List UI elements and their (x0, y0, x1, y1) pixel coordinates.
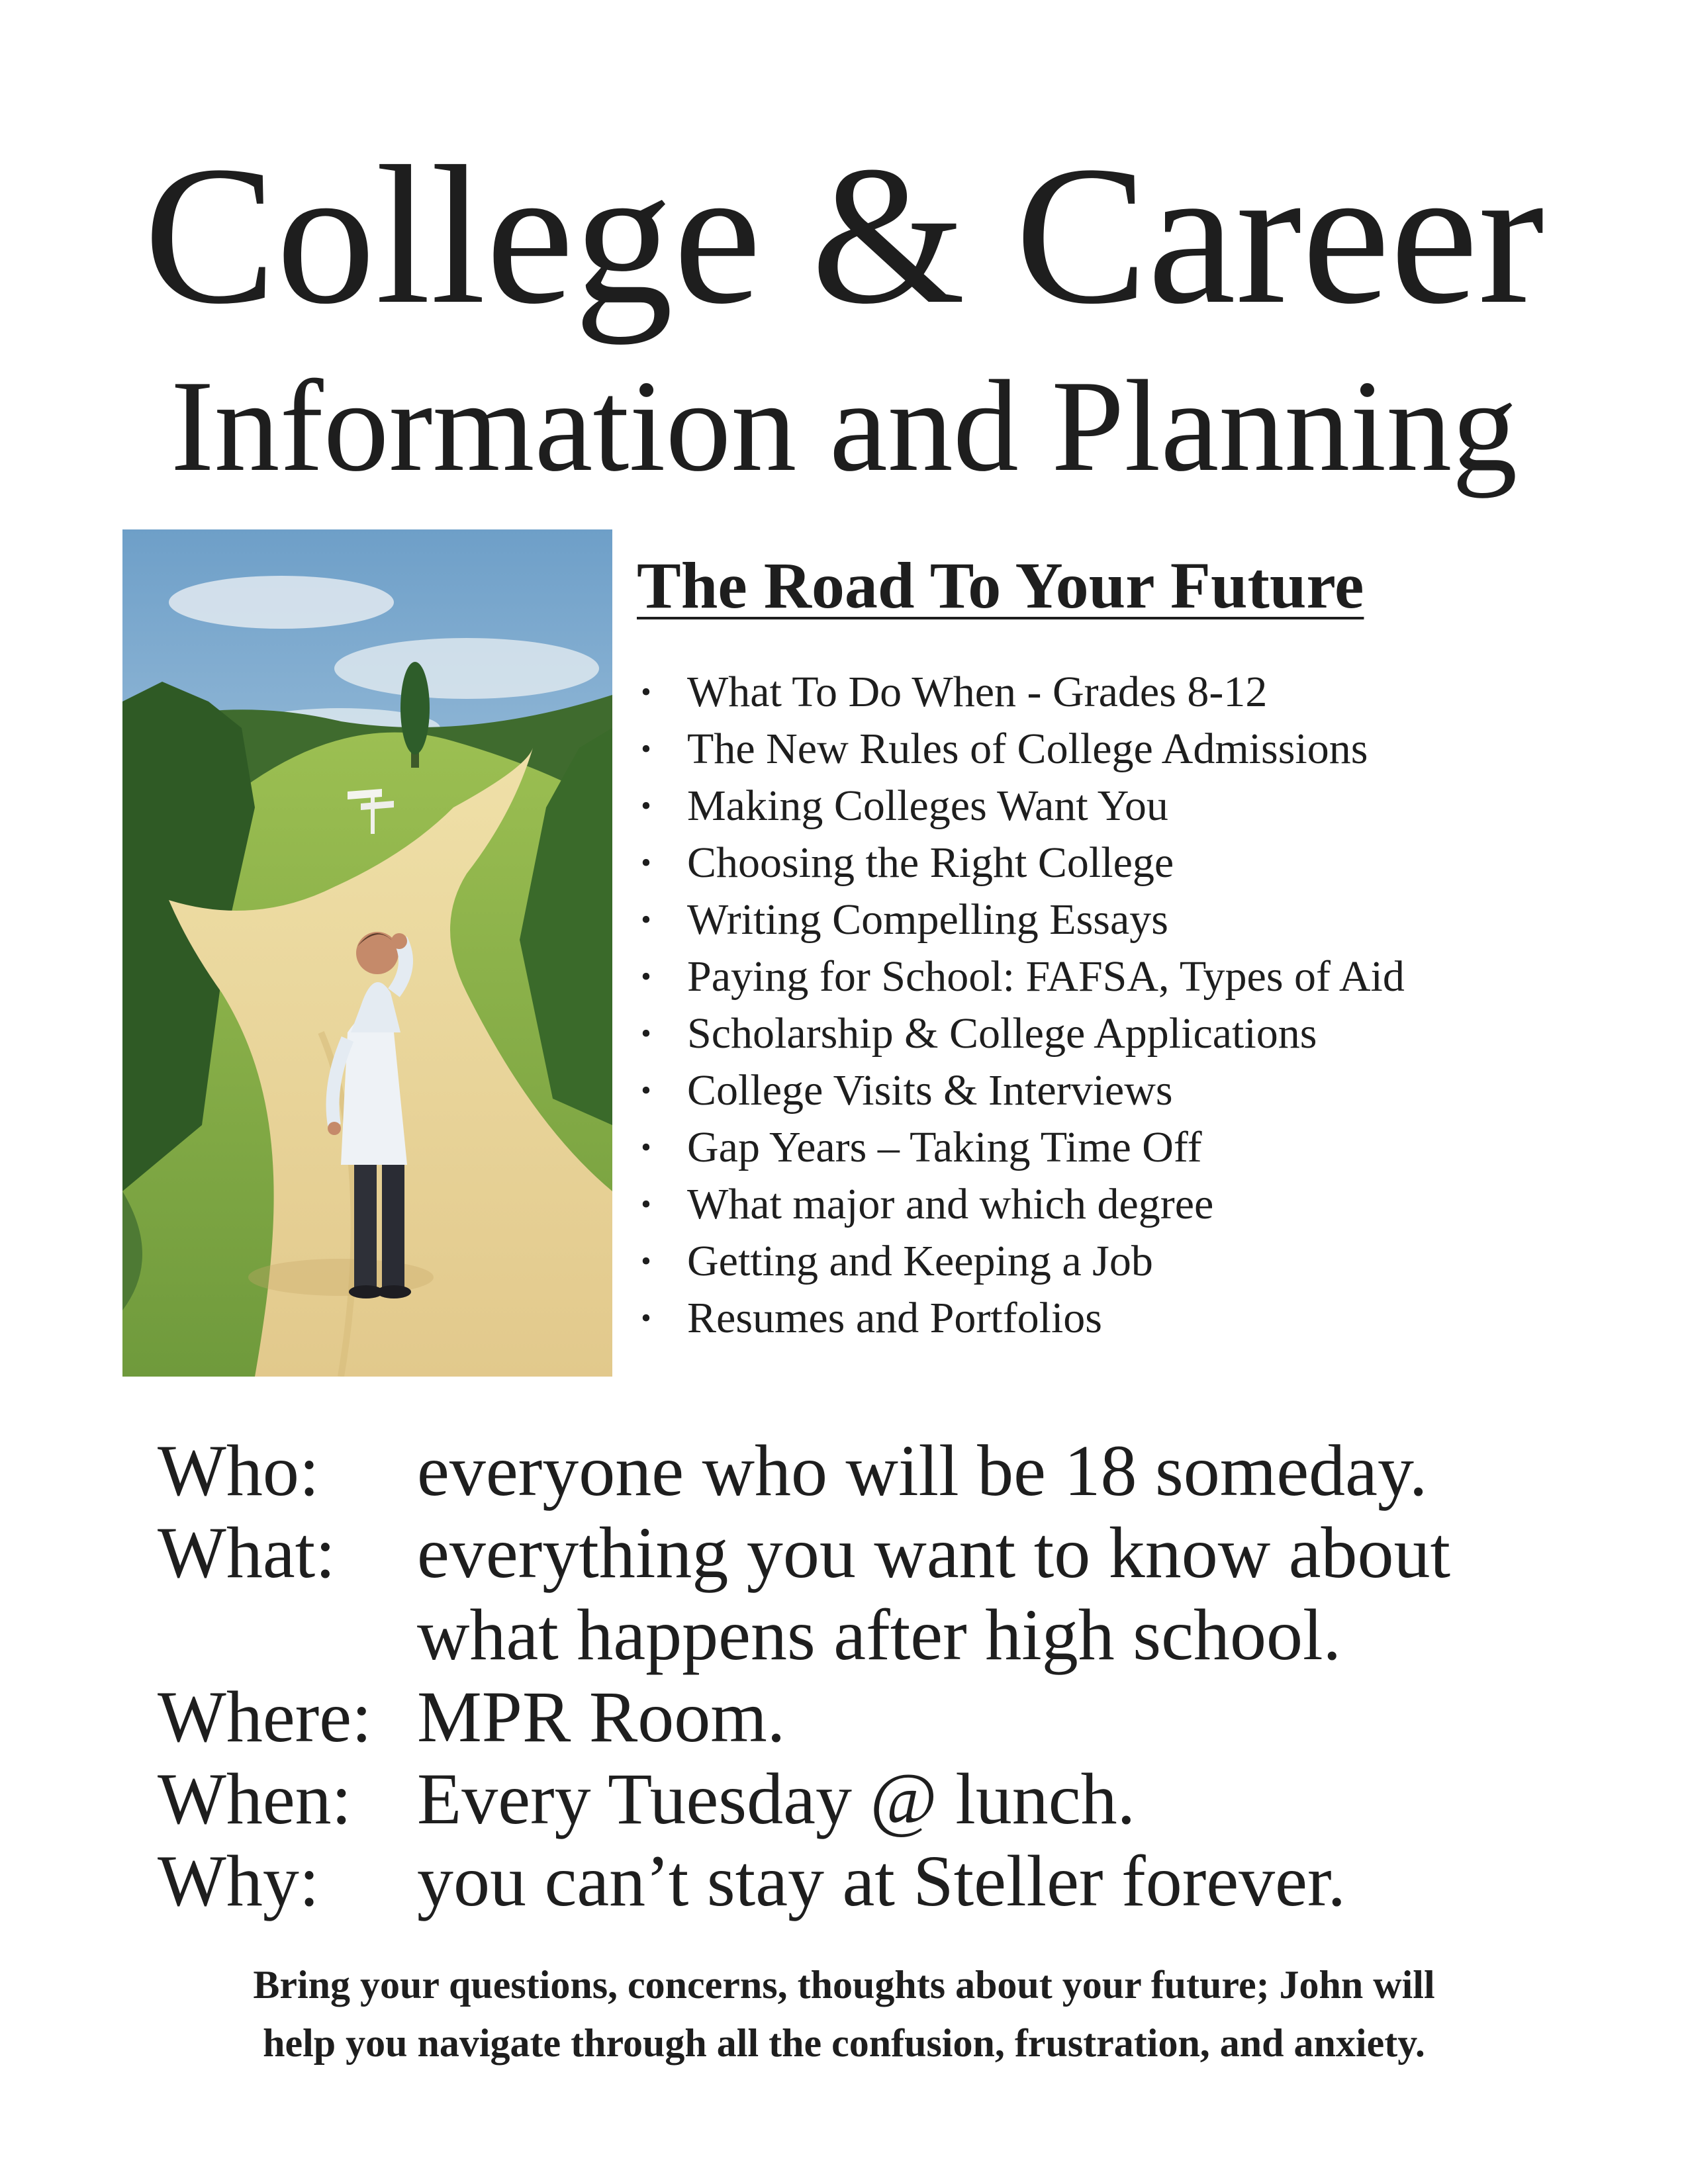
when-value: Every Tuesday @ lunch. (417, 1758, 1136, 1839)
list-item (637, 835, 1405, 891)
crossroads-painting (122, 529, 612, 1377)
list-item-label: Choosing the Right College (687, 839, 1174, 887)
bullet-icon: • (641, 790, 651, 822)
why-label: Why: (158, 1841, 320, 1921)
closing-note-line2: help you navigate through all the confusion, frustration, and anxiety. (263, 2021, 1425, 2065)
bullet-icon: • (641, 960, 651, 993)
bullet-icon: • (641, 1302, 651, 1334)
list-item-label: Gap Years – Taking Time Off (687, 1123, 1202, 1171)
crossroads-illustration (122, 529, 612, 1377)
list-item (637, 1005, 1405, 1062)
list-item-label: The New Rules of College Admissions (687, 725, 1368, 773)
bullet-icon: • (641, 1245, 651, 1277)
list-item-label: Making Colleges Want You (687, 782, 1168, 830)
list-item-label: Resumes and Portfolios (687, 1294, 1102, 1342)
list-item (637, 1233, 1405, 1290)
list-item-label: What major and which degree (687, 1180, 1214, 1228)
list-item (637, 1119, 1405, 1176)
flyer-title: College & Career (144, 125, 1544, 345)
closing-note (0, 1956, 1688, 2072)
bullet-icon: • (641, 903, 651, 936)
list-item (637, 1290, 1405, 1347)
topics-list (637, 664, 1405, 1347)
where-label: Where: (158, 1676, 372, 1757)
list-item (637, 1176, 1405, 1233)
why-value: you can’t stay at Steller forever. (417, 1841, 1346, 1921)
list-item (637, 778, 1405, 835)
list-item-label: Getting and Keeping a Job (687, 1237, 1153, 1285)
where-value: MPR Room. (417, 1676, 786, 1757)
bullet-icon: • (641, 1188, 651, 1220)
list-item-label: Paying for School: FAFSA, Types of Aid (687, 952, 1405, 1001)
list-item (637, 721, 1405, 778)
bullet-icon: • (641, 846, 651, 879)
what-value-line1: everything you want to know about (417, 1512, 1451, 1593)
list-item-label: Writing Compelling Essays (687, 895, 1168, 944)
who-value: everyone who will be 18 someday. (417, 1430, 1428, 1511)
list-item (637, 891, 1405, 948)
section-heading: The Road To Your Future (637, 549, 1364, 622)
list-item (637, 1062, 1405, 1119)
list-item-label: Scholarship & College Applications (687, 1009, 1317, 1058)
flyer-subtitle: Information and Planning (170, 353, 1518, 498)
list-item (637, 948, 1405, 1005)
bullet-icon: • (641, 1074, 651, 1107)
list-item-label: College Visits & Interviews (687, 1066, 1173, 1115)
list-item-label: What To Do When - Grades 8-12 (687, 668, 1268, 716)
bullet-icon: • (641, 676, 651, 708)
bullet-icon: • (641, 1131, 651, 1163)
what-label: What: (158, 1512, 336, 1593)
when-label: When: (158, 1758, 352, 1839)
bullet-icon: • (641, 733, 651, 765)
who-label: Who: (158, 1430, 320, 1511)
list-item (637, 664, 1405, 721)
bullet-icon: • (641, 1017, 651, 1050)
what-value-line2: what happens after high school. (417, 1594, 1342, 1675)
closing-note-line1: Bring your questions, concerns, thoughts about your future; John will (253, 1963, 1435, 2007)
